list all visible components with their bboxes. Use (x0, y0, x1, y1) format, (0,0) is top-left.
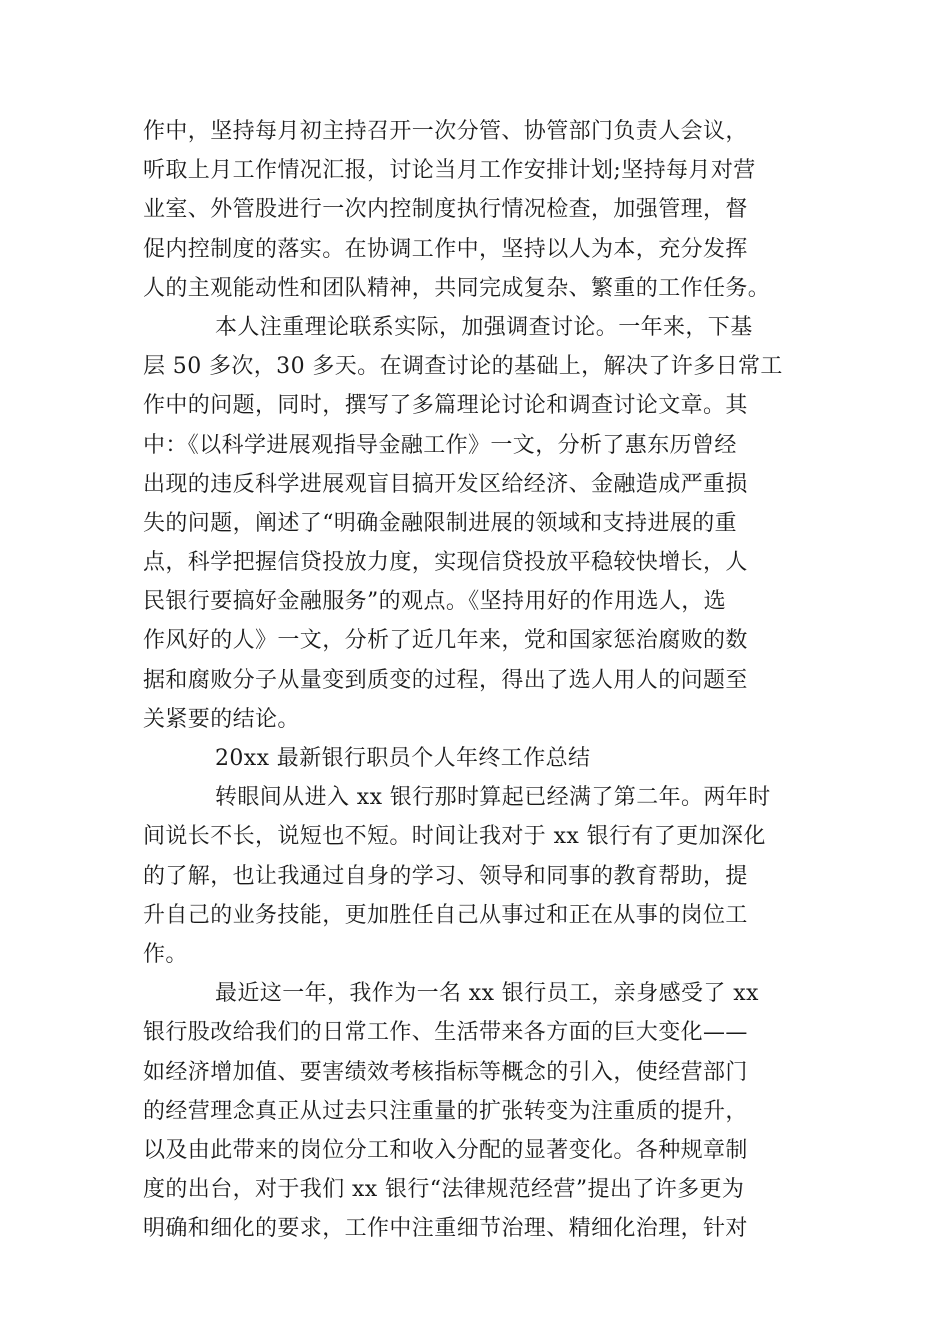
text-line: 中：《以科学进展观指导金融工作》一文，分析了惠东历曾经 (143, 432, 737, 458)
text-line: 作。 (143, 941, 188, 967)
text-line: 出现的违反科学进展观盲目搞开发区给经济、金融造成严重损 (143, 471, 748, 497)
text-line: 民银行要搞好金融服务”的观点。《坚持用好的作用选人，选 (143, 589, 727, 615)
text-line: 以及由此带来的岗位分工和收入分配的显著变化。各种规章制 (143, 1137, 748, 1163)
text-line: 间说长不长，说短也不短。时间让我对于 xx 银行有了更加深化 (143, 824, 766, 850)
text-line: 作风好的人》一文，分析了近几年来，党和国家惩治腐败的数 (143, 628, 748, 654)
text-line: 的经营理念真正从过去只注重量的扩张转变为注重质的提升， (143, 1098, 748, 1124)
text-line: 人的主观能动性和团队精神，共同完成复杂、繁重的工作任务。 (143, 275, 771, 301)
text-line: 点，科学把握信贷投放力度，实现信贷投放平稳较快增长，人 (143, 550, 748, 576)
text-line: 的了解，也让我通过自身的学习、领导和同事的教育帮助，提 (143, 863, 748, 889)
text-line: 促内控制度的落实。在协调工作中，坚持以人为本，充分发挥 (143, 236, 748, 262)
text-line: 度的出台，对于我们 xx 银行“法律规范经营”提出了许多更为 (143, 1177, 745, 1203)
text-line: 业室、外管股进行一次内控制度执行情况检查，加强管理，督 (143, 197, 748, 223)
text-line: 听取上月工作情况汇报，讨论当月工作安排计划;坚持每月对营 (143, 158, 756, 184)
text-line: 作中的问题，同时，撰写了多篇理论讨论和调查讨论文章。其 (143, 393, 748, 419)
text-line: 银行股改给我们的日常工作、生活带来各方面的巨大变化—— (143, 1020, 748, 1046)
text-line: 明确和细化的要求，工作中注重细节治理、精细化治理，针对 (143, 1216, 748, 1242)
text-line: 作中，坚持每月初主持召开一次分管、协管部门负责人会议， (143, 119, 748, 144)
paragraph-start-line: 最近这一年，我作为一名 xx 银行员工，亲身感受了 xx (215, 981, 759, 1007)
text-line: 关紧要的结论。 (143, 706, 300, 732)
text-line: 失的问题，阐述了“明确金融限制进展的领域和支持进展的重 (143, 510, 738, 536)
section-title: 20xx 最新银行职员个人年终工作总结 (215, 746, 591, 771)
text-line: 升自己的业务技能，更加胜任自己从事过和正在从事的岗位工 (143, 902, 748, 928)
paragraph-start-line: 转眼间从进入 xx 银行那时算起已经满了第二年。两年时 (215, 785, 771, 811)
paragraph-start-line: 本人注重理论联系实际，加强调查讨论。一年来，下基 (215, 314, 753, 340)
document-page (143, 112, 807, 1248)
text-line: 如经济增加值、要害绩效考核指标等概念的引入，使经营部门 (143, 1059, 748, 1085)
text-line: 据和腐败分子从量变到质变的过程，得出了选人用人的问题至 (143, 667, 748, 693)
text-line: 层 50 多次，30 多天。在调查讨论的基础上，解决了许多日常工 (143, 354, 783, 380)
